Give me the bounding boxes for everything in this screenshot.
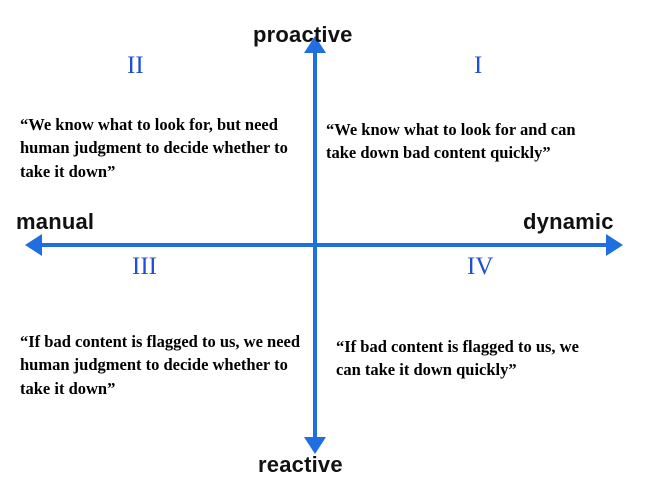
axis-label-dynamic: dynamic bbox=[523, 209, 614, 234]
arrow-right-icon bbox=[606, 234, 623, 256]
horizontal-axis-line bbox=[36, 243, 614, 247]
axis-label-manual: manual bbox=[16, 209, 95, 234]
axis-label-reactive: reactive bbox=[258, 452, 343, 477]
quadrant-numeral-iv: IV bbox=[467, 253, 494, 280]
quadrant-quote-ii: “We know what to look for, but need human judgment to decide whether to take it down” bbox=[20, 115, 288, 181]
axis-label-proactive: proactive bbox=[253, 22, 353, 47]
quadrant-quote-iv: “If bad content is flagged to us, we can take it down quickly” bbox=[336, 337, 579, 380]
quadrant-numeral-iii: III bbox=[132, 253, 157, 280]
quadrant-quote-iii: “If bad content is flagged to us, we need human judgment to decide whether to take it down” bbox=[20, 332, 301, 398]
quadrant-numeral-ii: II bbox=[127, 52, 144, 79]
arrow-left-icon bbox=[25, 234, 42, 256]
quadrant-numeral-i: I bbox=[474, 52, 483, 79]
quadrant-quote-i: “We know what to look for and can take down bad content quickly” bbox=[326, 120, 576, 163]
vertical-axis-line bbox=[313, 48, 317, 446]
